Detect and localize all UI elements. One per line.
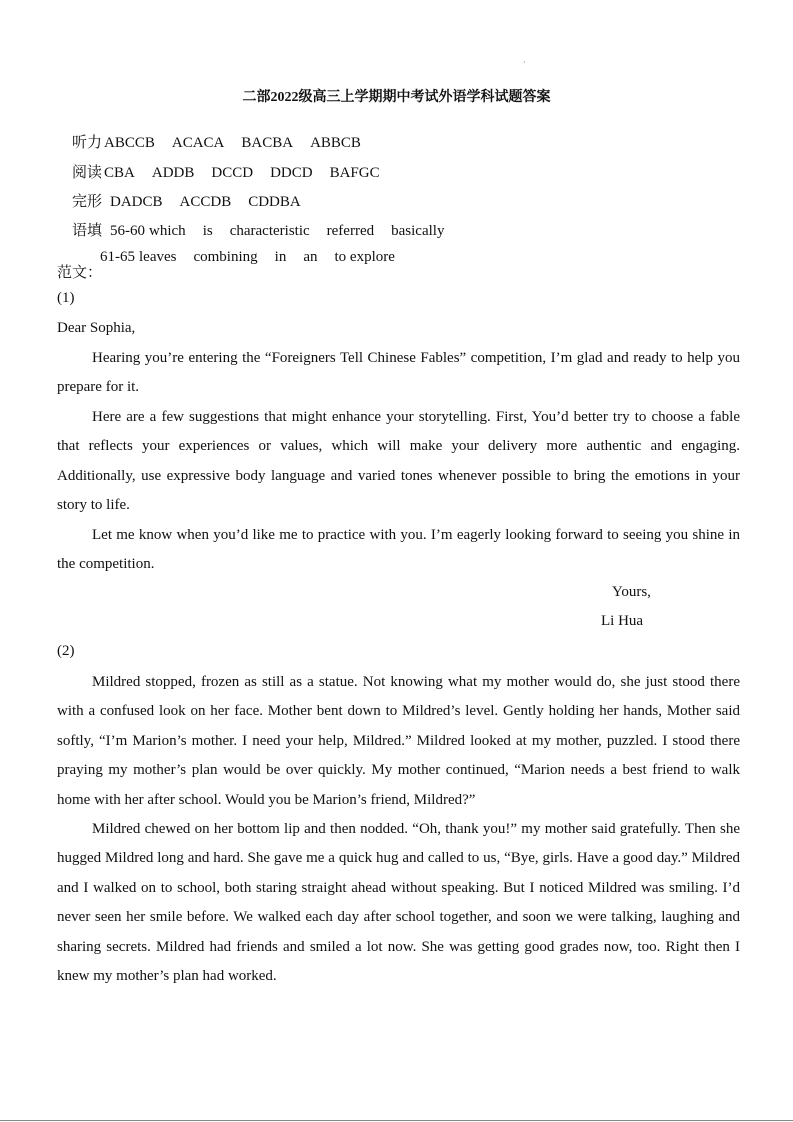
reading-group: CBA [104,165,135,181]
part1-number: (1) [57,290,75,306]
reading-group: BAFGC [329,165,380,181]
grammar-item: basically [391,223,445,239]
cloze-label: 完形 [72,194,103,210]
grammar-item: to explore [334,249,395,265]
grammar-answers-row2 [85,232,412,283]
cloze-group: DADCB [110,194,163,210]
story-paragraph: Mildred stopped, frozen as still as a statue. Not knowing what my mother would do, she just stood there with a confused look on her face. Mother bent down to Mildred’s level. Gently holding her hands, Mother said softly, “I’m Marion’s mother. I need your help, Mildred.” Mildred looked at my mother, puzzled. I stood there praying my mother’s plan would be over quickly. My mother continued, “Marion needs a best friend to walk home with her after school. Would you be Marion’s friend, Mildred?” [57,674,740,808]
listening-label: 听力 [72,135,103,151]
letter-salutation: Dear Sophia, [57,320,136,336]
letter-paragraph: Hearing you’re entering the “Foreigners Tell Chinese Fables” competition, I’m glad and ready to help you prepare for it. [57,350,740,396]
grammar-item: which [149,223,186,239]
grammar-item: combining [193,249,258,265]
header-dot: · [523,58,526,67]
grammar-item: leaves [139,249,177,265]
listening-group: ACACA [171,135,225,151]
grammar-label: 语填 [72,223,103,239]
listening-group: ABCCB [104,135,155,151]
reading-group: DCCD [211,165,254,181]
reading-group: DDCD [270,165,313,181]
reading-label: 阅读 [72,165,103,181]
letter-closing: Yours, [612,584,651,600]
letter-paragraph: Let me know when you’d like me to practice with you. I’m eagerly looking forward to seeing you shine in the competition. [57,527,740,573]
story-paragraph: Mildred chewed on her bottom lip and then nodded. “Oh, thank you!” my mother said gratefully. Then she hugged Mildred long and hard. She gave me a quick hug and called to us, “Bye, girls. Have a good day.” Mildred and I walked on to school, both staring straight ahead without speaking. But I noticed Mildred was smiling. I’d never seen her smile before. We walked each day after school together, and soon we were talking, laughing and sharing secrets. Mildred had friends and smiled a lot now. She was getting good grades now, too. Right then I knew my mother’s plan had worked. [57,821,740,985]
grammar-range: 56-60 [110,223,146,239]
cloze-group: ACCDB [179,194,232,210]
grammar-item: in [274,249,287,265]
grammar-item: is [202,223,213,239]
letter-signature: Li Hua [601,613,644,629]
essay-label: 范文： [57,265,103,281]
grammar-item: an [303,249,318,265]
grammar-range: 61-65 [100,249,135,265]
reading-group: ADDB [151,165,195,181]
cloze-group: CDDBA [248,194,301,210]
bottom-rule [0,1120,793,1121]
grammar-item: characteristic [229,223,310,239]
part2-number: (2) [57,643,75,659]
listening-group: ABBCB [310,135,361,151]
letter-paragraph: Here are a few suggestions that might enhance your storytelling. First, You’d better try to choose a fable that reflects your experiences or values, which will make your delivery more authentic and engaging. Additionally, use expressive body language and varied tones whenever possible to bring the emotions in your story to life. [57,409,740,514]
page-title: 二部2022级高三上学期期中考试外语学科试题答案 [242,90,551,105]
grammar-item: referred [326,223,375,239]
listening-group: BACBA [241,135,294,151]
